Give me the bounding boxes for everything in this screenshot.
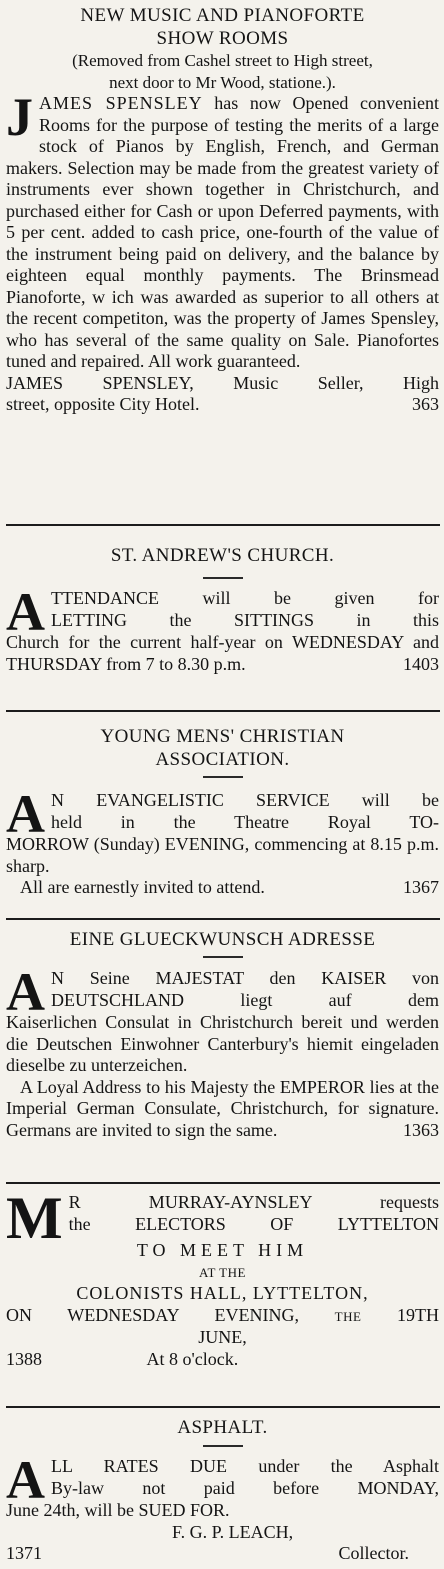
german-drop-cap: A xyxy=(6,962,45,1022)
music-removed-line1: (Removed from Cashel street to High street, xyxy=(72,51,373,70)
ymca-invite-text: All are earnestly invited to attend. xyxy=(20,877,265,897)
murray-venue: COLONISTS HALL, LYTTELTON, xyxy=(76,1283,369,1303)
german-line2: DEUTSCHLAND liegt auf dem xyxy=(51,989,439,1010)
divider-dash xyxy=(203,1445,243,1447)
asphalt-heading: ASPHALT. xyxy=(177,1417,268,1438)
german-body-text: Kaiserlichen Consulat in Christchurch bereit und werden die Deutschen Einwohner Canterbury's hiemit eingeladen dieselbe zu unterzeichen. xyxy=(6,1012,439,1075)
asphalt-collector-title: Collector. xyxy=(338,1543,409,1563)
church-body xyxy=(6,582,439,675)
murray-evening-on: ON xyxy=(6,1304,32,1325)
murray-time: At 8 o'clock. xyxy=(146,1348,239,1369)
ymca-body-block xyxy=(0,784,444,899)
murray-line1: R MURRAY-AYNSLEY requests xyxy=(68,1192,439,1212)
murray-month: JUNE, xyxy=(198,1327,247,1347)
church-drop-cap: A xyxy=(6,582,45,642)
german-ref-number: 1363 xyxy=(403,1119,439,1140)
murray-evening-line xyxy=(6,1305,439,1328)
asphalt-line3: June 24th, will be SUED FOR. xyxy=(6,1500,230,1520)
divider-rule xyxy=(6,1182,440,1184)
german-heading: EINE GLUECKWUNSCH ADRESSE xyxy=(69,929,376,950)
divider-rule xyxy=(6,710,440,712)
murray-evening-date: 19TH xyxy=(397,1304,439,1325)
church-heading: ST. ANDREW'S CHURCH. xyxy=(110,545,335,566)
church-body-copy: Church for the current half-year on WEDNESDAY and THURSDAY from 7 to 8.30 p.m. xyxy=(6,632,439,674)
asphalt-footer-line xyxy=(6,1543,439,1565)
murray-time-line xyxy=(6,1349,439,1371)
ymca-heading-line2: ASSOCIATION. xyxy=(155,749,290,770)
german-line1: N Seine MAJESTAT den KAISER von xyxy=(51,968,439,988)
music-heading-line1: NEW MUSIC AND PIANOFORTE xyxy=(80,5,365,26)
music-signature-line1: JAMES SPENSLEY, Music Seller, High xyxy=(6,372,439,393)
asphalt-signer: F. G. P. LEACH, xyxy=(172,1521,294,1542)
ymca-line1: N EVANGELISTIC SERVICE will be xyxy=(51,790,439,810)
asphalt-body xyxy=(6,1450,439,1522)
ymca-heading-line1: YOUNG MENS' CHRISTIAN xyxy=(100,726,345,747)
murray-line2: the ELECTORS OF LYTTELTON xyxy=(68,1213,439,1234)
murray-ref-number: 1388 xyxy=(6,1348,42,1369)
church-body-text xyxy=(6,632,439,675)
asphalt-line1: LL RATES DUE under the Asphalt xyxy=(51,1456,439,1476)
ymca-drop-cap: A xyxy=(6,784,45,844)
church-advert xyxy=(0,544,444,567)
german-body-block xyxy=(0,962,444,1141)
murray-at-the: AT THE xyxy=(199,1264,246,1280)
murray-body xyxy=(6,1185,439,1262)
murray-line3: TO MEET HIM xyxy=(136,1240,309,1260)
divider-rule xyxy=(6,918,440,920)
divider-dash xyxy=(203,776,243,778)
murray-evening-the: THE xyxy=(334,1308,362,1324)
murray-advert xyxy=(0,1185,444,1370)
music-body-text: has now Opened convenient Rooms for the purpose of testing the merits of a large stock of Pianos by English, French, and German makers. Selection may be made from the greatest variety of instruments ever shown together in Christchurch, and purchased either for Cash or upon Deferred payments, with 5 per cent. added to cash price, one-fourth of the value of the instrument being paid on delivery, and the balance by eighteen equal monthly payments. The Brinsmead Pianoforte, w ich was awarded as superior to all others at the recent competiton, was the property of James Spensley, who has several of the same quality on Sale. Pianofortes tuned and repaired. All work guaranteed. xyxy=(6,93,439,371)
asphalt-advert xyxy=(0,1416,444,1439)
music-advert xyxy=(0,4,444,416)
ymca-ref-number: 1367 xyxy=(403,877,439,897)
german-advert xyxy=(0,928,444,951)
church-ref-number: 1403 xyxy=(403,653,439,674)
ymca-body xyxy=(6,784,439,899)
ymca-invite-line xyxy=(6,877,439,899)
divider-dash xyxy=(203,956,243,958)
asphalt-line2: By-law not paid before MONDAY, xyxy=(51,1477,439,1498)
divider-dash xyxy=(203,577,243,579)
music-signature-street: street, opposite City Hotel. xyxy=(6,394,200,414)
music-drop-cap: J xyxy=(6,87,33,147)
ymca-line2: held in the Theatre Royal TO- xyxy=(51,811,439,832)
murray-evening-day: WEDNESDAY EVENING, xyxy=(67,1304,300,1325)
german-english-copy: A Loyal Address to his Majesty the EMPEROR lies at the Imperial German Consulate, Christchurch, for signature. Germans are invited to sign the same. xyxy=(6,1076,439,1140)
asphalt-body-block xyxy=(0,1450,444,1565)
music-ref-number: 363 xyxy=(412,394,439,414)
ymca-body-text: MORROW (Sunday) EVENING, commencing at 8.15 p.m. sharp. xyxy=(6,834,439,876)
music-heading-line2: SHOW ROOMS xyxy=(156,28,289,49)
music-lead: AMES SPENSLEY xyxy=(39,93,203,113)
asphalt-ref-number: 1371 xyxy=(6,1543,42,1563)
murray-drop-cap: M xyxy=(6,1185,63,1251)
music-removed-line2: next door to Mr Wood, statione.). xyxy=(109,72,336,92)
church-body-block xyxy=(0,582,444,675)
german-body xyxy=(6,962,439,1141)
divider-rule xyxy=(6,1406,440,1408)
ymca-advert xyxy=(0,725,444,771)
church-line1: TTENDANCE will be given for xyxy=(51,588,439,608)
divider-rule xyxy=(6,524,440,526)
asphalt-drop-cap: A xyxy=(6,1450,45,1510)
music-body xyxy=(6,87,439,373)
german-english-text xyxy=(6,1077,439,1142)
music-signature-line2 xyxy=(6,394,439,416)
church-line2: LETTING the SITTINGS in this xyxy=(51,609,439,630)
